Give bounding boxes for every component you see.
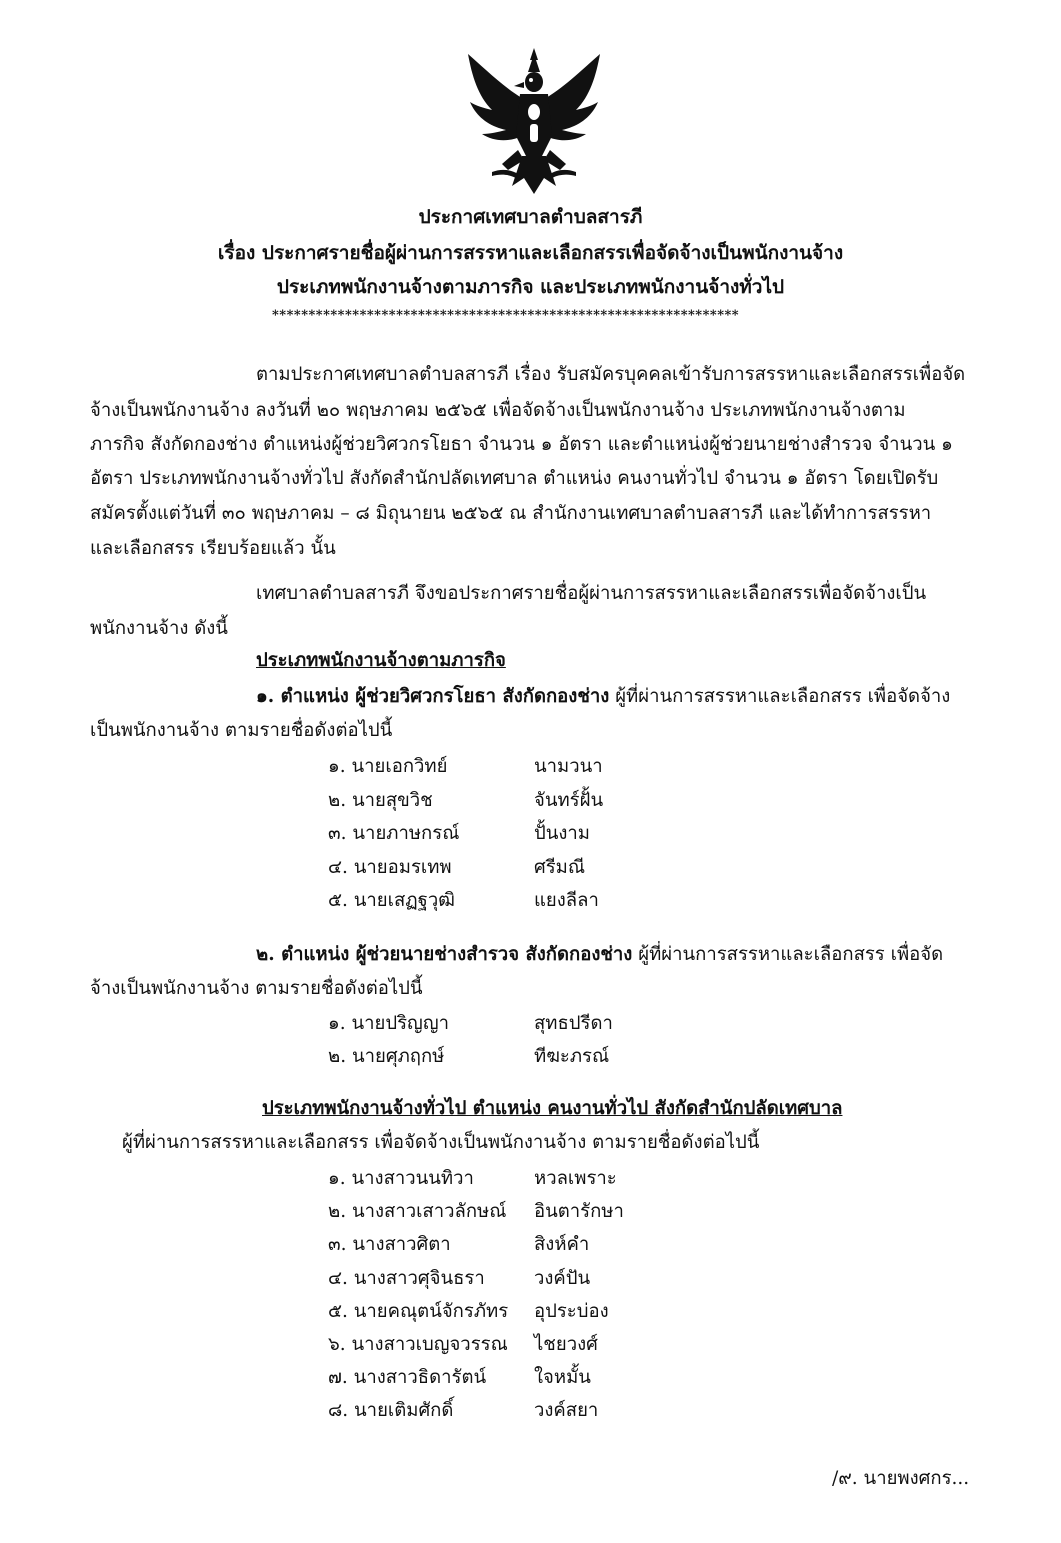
position-2-title: ๒. ตำแหน่ง ผู้ช่วยนายช่างสำรวจ สังกัดกองช่าง	[256, 944, 633, 965]
document-subject-line-1: เรื่อง ประกาศรายชื่อผู้ผ่านการสรรหาและเลือกสรรเพื่อจัดจ้างเป็นพนักงานจ้าง	[217, 242, 844, 264]
list-item-surname: หวลเพราะ	[534, 1168, 617, 1189]
list-item-name: ๗. นางสาวธิดารัตน์	[328, 1367, 487, 1388]
list-item-name: ๓. นายภาษกรณ์	[328, 823, 460, 844]
position-1-title: ๑. ตำแหน่ง ผู้ช่วยวิศวกรโยธา สังกัดกองช่าง	[256, 686, 610, 707]
list-item-surname: ใจหมั้น	[534, 1367, 591, 1388]
para1-line-2: จ้างเป็นพนักงานจ้าง ลงวันที่ ๒๐ พฤษภาคม ๒๕๖๕ เพื่อจัดจ้างเป็นพนักงานจ้าง ประเภทพนักงานจ้างตาม	[90, 400, 906, 421]
document-subject-line-2: ประเภทพนักงานจ้างตามภารกิจ และประเภทพนักงานจ้างทั่วไป	[276, 276, 785, 298]
list-item-surname: ปั้นงาม	[534, 823, 591, 844]
list-item-surname: ไชยวงศ์	[534, 1334, 598, 1355]
list-item-name: ๕. นายเสฏฐวุฒิ	[328, 890, 455, 911]
list-item-name: ๘. นายเติมศักดิ์	[328, 1400, 454, 1421]
separator-stars: ****************************************************************	[272, 308, 740, 323]
document-title: ประกาศเทศบาลตำบลสารภี	[418, 206, 643, 228]
list-item-surname: วงค์สยา	[534, 1400, 599, 1421]
position-2-desc: ผู้ที่ผ่านการสรรหาและเลือกสรร เพื่อจัด	[632, 944, 944, 965]
list-item-surname: ศรีมณี	[534, 857, 586, 878]
para2-line-1: เทศบาลตำบลสารภี จึงขอประกาศรายชื่อผู้ผ่านการสรรหาและเลือกสรรเพื่อจัดจ้างเป็น	[256, 583, 927, 604]
mission-heading: ประเภทพนักงานจ้างตามภารกิจ	[256, 650, 506, 671]
list-item-surname: วงค์ปัน	[534, 1268, 591, 1289]
list-item-name: ๑. นายปริญญา	[328, 1013, 449, 1034]
general-intro: ผู้ที่ผ่านการสรรหาและเลือกสรร เพื่อจัดจ้างเป็นพนักงานจ้าง ตามรายชื่อดังต่อไปนี้	[122, 1132, 760, 1153]
garuda-emblem-icon	[462, 46, 606, 196]
list-item-name: ๑. นายเอกวิทย์	[328, 756, 448, 777]
list-item-surname: แยงลีลา	[534, 890, 599, 911]
list-item-name: ๓. นางสาวศิตา	[328, 1234, 451, 1255]
list-item-name: ๔. นายอมรเทพ	[328, 857, 452, 878]
list-item-surname: สุทธปรีดา	[534, 1013, 613, 1034]
list-item-surname: จันทร์ฝั้น	[534, 790, 604, 811]
list-item-name: ๒. นายสุขวิช	[328, 790, 433, 811]
list-item-surname: สิงห์คำ	[534, 1234, 590, 1255]
list-item-surname: นามวนา	[534, 756, 603, 777]
list-item-surname: ทีฆะภรณ์	[534, 1046, 610, 1067]
list-item-name: ๑. นางสาวนนทิวา	[328, 1168, 474, 1189]
general-heading: ประเภทพนักงานจ้างทั่วไป ตำแหน่ง คนงานทั่วไป สังกัดสำนักปลัดเทศบาล	[262, 1098, 843, 1119]
page-continuation: /๙. นายพงศกร...	[832, 1468, 970, 1489]
list-item-surname: อินตารักษา	[534, 1201, 624, 1222]
list-item-surname: อุประบ่อง	[534, 1301, 609, 1322]
position-1-desc: ผู้ที่ผ่านการสรรหาและเลือกสรร เพื่อจัดจ้าง	[609, 686, 951, 707]
list-item-name: ๔. นางสาวศุจินธรา	[328, 1268, 485, 1289]
list-item-name: ๒. นายศุภฤกษ์	[328, 1046, 445, 1067]
para1-line-6: และเลือกสรร เรียบร้อยแล้ว นั้น	[90, 538, 336, 559]
para1-line-5: สมัครตั้งแต่วันที่ ๓๐ พฤษภาคม – ๘ มิถุนายน ๒๕๖๕ ณ สำนักงานเทศบาลตำบลสารภี และได้ทำการสรรหา	[90, 503, 932, 524]
para1-line-4: อัตรา ประเภทพนักงานจ้างทั่วไป สังกัดสำนักปลัดเทศบาล ตำแหน่ง คนงานทั่วไป จำนวน ๑ อัตรา โดยเปิดรับ	[90, 468, 939, 489]
position-2-line-2: จ้างเป็นพนักงานจ้าง ตามรายชื่อดังต่อไปนี้	[90, 978, 423, 999]
position-1-line-2: เป็นพนักงานจ้าง ตามรายชื่อดังต่อไปนี้	[90, 720, 393, 741]
list-item-name: ๖. นางสาวเบญจวรรณ	[328, 1334, 508, 1355]
position-2-line-1	[256, 944, 943, 966]
list-item-name: ๕. นายคณุตน์จักรภัทร	[328, 1301, 509, 1322]
position-1-line-1	[256, 686, 950, 708]
list-item-name: ๒. นางสาวเสาวลักษณ์	[328, 1201, 507, 1222]
para1-line-1: ตามประกาศเทศบาลตำบลสารภี เรื่อง รับสมัครบุคคลเข้ารับการสรรหาและเลือกสรรเพื่อจัด	[256, 364, 966, 385]
para1-line-3: ภารกิจ สังกัดกองช่าง ตำแหน่งผู้ช่วยวิศวกรโยธา จำนวน ๑ อัตรา และตำแหน่งผู้ช่วยนายช่างสำรวจ จำนวน ๑	[90, 434, 953, 455]
para2-line-2: พนักงานจ้าง ดังนี้	[90, 618, 228, 639]
